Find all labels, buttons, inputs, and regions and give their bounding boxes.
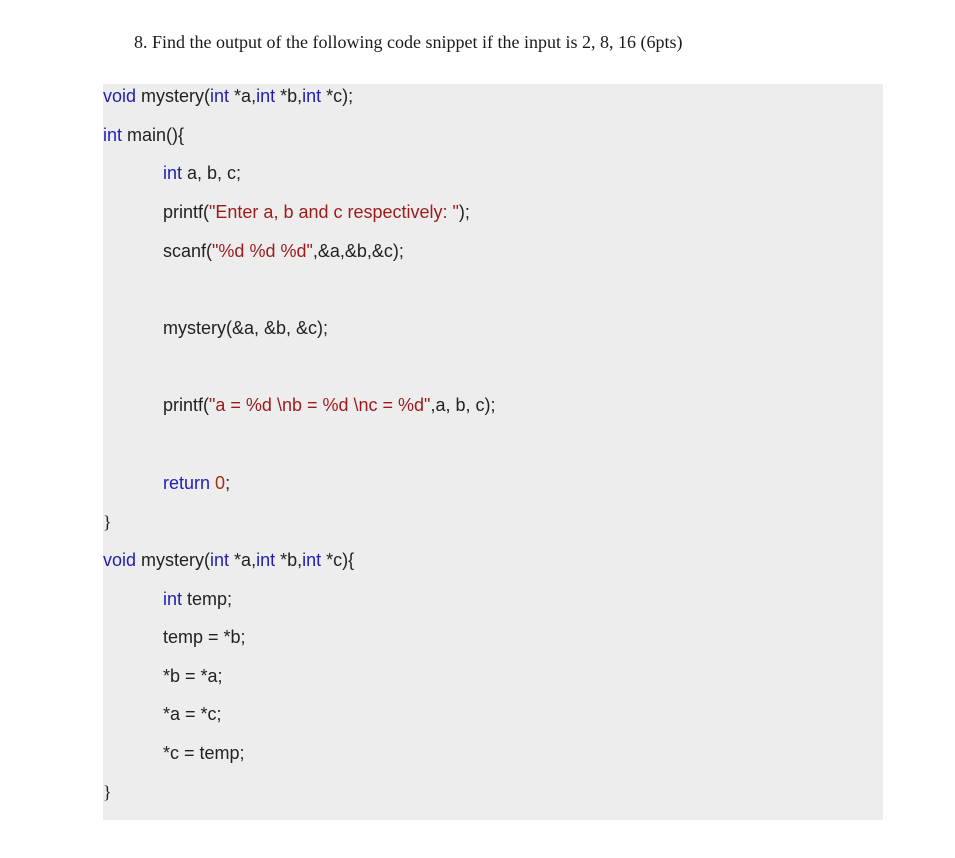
code-text: ); [458, 202, 470, 222]
string-literal: "Enter a, b and c respectively: " [209, 202, 459, 222]
code-text: scanf( [163, 241, 213, 261]
code-text: mystery( [136, 550, 211, 570]
code-line-temp-decl [163, 588, 232, 610]
code-text: printf( [163, 395, 210, 415]
number-literal: 0 [215, 473, 226, 493]
code-text: a, b, c; [182, 163, 242, 183]
code-line-c-assign [163, 742, 245, 764]
keyword: void [103, 86, 137, 106]
keyword: int [163, 589, 183, 609]
code-block [103, 84, 883, 820]
code-text: mystery( [136, 86, 211, 106]
code-line-close-mystery [103, 781, 112, 803]
code-text: *a, [229, 550, 257, 570]
code-line-a-assign [163, 703, 222, 725]
code-line-main [103, 124, 184, 146]
keyword: int [163, 163, 183, 183]
keyword: return [163, 473, 211, 493]
code-text: ,&a,&b,&c); [312, 241, 404, 261]
code-line-b-assign [163, 665, 223, 687]
string-literal: "%d %d %d" [212, 241, 313, 261]
keyword: int [302, 86, 322, 106]
code-line-prototype [103, 85, 353, 107]
code-text: printf( [163, 202, 210, 222]
keyword: int [256, 86, 276, 106]
code-text: } [103, 512, 112, 532]
keyword: void [103, 550, 137, 570]
keyword: int [210, 86, 230, 106]
keyword: int [210, 550, 230, 570]
question-text: 8. Find the output of the following code snippet if the input is 2, 8, 16 (6pts) [134, 32, 683, 52]
code-line-scanf [163, 240, 404, 262]
code-text: mystery(&a, &b, &c); [163, 318, 329, 338]
code-text: ,a, b, c); [430, 395, 496, 415]
code-text: *b = *a; [163, 666, 223, 686]
code-text: *a = *c; [163, 704, 222, 724]
code-line-declare [163, 162, 241, 184]
code-line-mystery-def [103, 549, 354, 571]
code-text: *c = temp; [163, 743, 245, 763]
code-line-close-main [103, 511, 112, 533]
code-text: *c); [321, 86, 354, 106]
code-text: ; [225, 473, 231, 493]
code-line-printf-prompt [163, 201, 470, 223]
code-line-return [163, 472, 230, 494]
code-text: *b, [275, 550, 303, 570]
code-line-temp-assign [163, 626, 246, 648]
string-literal: "a = %d \nb = %d \nc = %d" [209, 395, 431, 415]
code-text: temp = *b; [163, 627, 246, 647]
code-line-call [163, 317, 328, 339]
code-text: temp; [182, 589, 233, 609]
keyword: int [256, 550, 276, 570]
keyword: int [103, 125, 123, 145]
keyword: int [302, 550, 322, 570]
code-text: *a, [229, 86, 257, 106]
code-text: main(){ [122, 125, 185, 145]
code-text: *b, [275, 86, 303, 106]
code-text: *c){ [321, 550, 355, 570]
code-line-printf-output [163, 394, 495, 416]
code-text: } [103, 782, 112, 802]
